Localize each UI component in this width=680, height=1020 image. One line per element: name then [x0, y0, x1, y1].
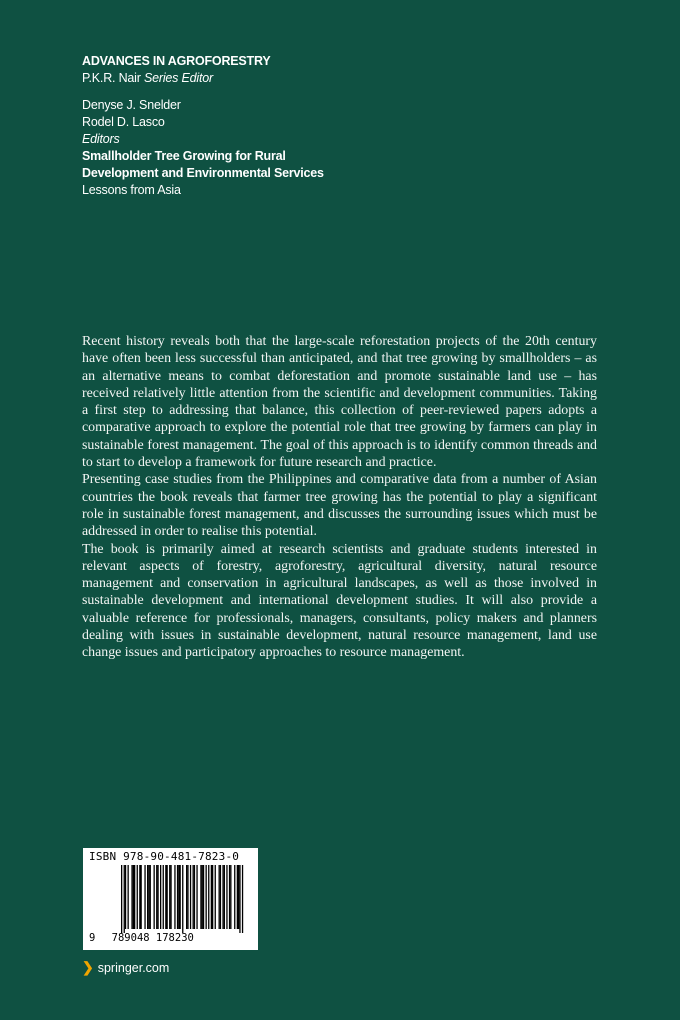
barcode-bar: [174, 865, 175, 929]
description-paragraph-2: Presenting case studies from the Philippines and comparative data from a number of Asian countries the book reveals that farmer tree growing has the potential to play a significant role in sustainable forest management, and discusses the surrounding issues which must be addressed in order to realise this potential.: [82, 472, 597, 540]
barcode-bar: [208, 865, 209, 929]
barcode-bar: [182, 865, 183, 933]
series-title: ADVANCES IN AGROFORESTRY: [82, 54, 271, 68]
barcode-bar: [224, 865, 225, 929]
barcode-bar: [222, 865, 223, 929]
barcode-bar: [121, 865, 122, 933]
barcode-bar: [148, 865, 149, 929]
barcode-bar: [215, 865, 216, 929]
publisher-website-link[interactable]: springer.com: [97, 960, 170, 975]
series-editor: [82, 70, 324, 87]
isbn-barcode: [83, 848, 258, 950]
barcode-bars-icon: [121, 865, 249, 933]
chevron-right-icon: ❯: [82, 959, 94, 975]
editors-label: Editors: [82, 132, 120, 146]
barcode-bar: [170, 865, 171, 929]
barcode-bar: [196, 865, 197, 929]
editor-name-1: Denyse J. Snelder: [82, 98, 181, 112]
isbn-label: ISBN 978-90-481-7823-0: [89, 850, 240, 863]
barcode-bar: [200, 865, 201, 929]
barcode-bar: [128, 865, 129, 929]
barcode-bar: [234, 865, 235, 929]
book-title-line-1: Smallholder Tree Growing for Rural: [82, 149, 286, 163]
book-description: [82, 333, 597, 662]
description-paragraph-1: Recent history reveals both that the large-scale reforestation projects of the 20th century have often been less successful than anticipated, and that tree growing by smallholders – as an alternative means to combat deforestation and promote sustainable land use – has received relatively little attention from the scientific and development communities. Taking a first step to addressing that balance, this collection of peer-reviewed papers adopts a comparative approach to explore the potential role that tree growing by farmers can play in sustainable forest management. The goal of this approach is to identify common threads and to start to develop a framework for future research and practice.: [82, 334, 597, 471]
barcode-bar: [193, 865, 194, 929]
barcode-bar: [180, 865, 181, 929]
barcode-bar: [237, 865, 238, 929]
barcode-bar: [202, 865, 203, 929]
barcode-bar: [144, 865, 145, 929]
barcode-bar: [178, 865, 179, 929]
barcode-digit-groups: 789048 178230: [111, 932, 194, 944]
editors-block: [82, 97, 324, 199]
barcode-bar: [157, 865, 158, 929]
barcode-bar: [147, 865, 148, 929]
barcode-bar: [187, 865, 188, 929]
editor-name-2: Rodel D. Lasco: [82, 115, 165, 129]
barcode-bar: [239, 865, 240, 933]
barcode-bar: [211, 865, 212, 929]
barcode-bar: [156, 865, 157, 929]
barcode-bar: [242, 865, 243, 933]
barcode-bar: [154, 865, 155, 929]
barcode-bar: [219, 865, 220, 929]
series-header: [82, 53, 324, 199]
barcode-bar: [206, 865, 207, 929]
barcode-bar: [137, 865, 138, 929]
barcode-bar: [139, 865, 140, 929]
barcode-bar: [165, 865, 166, 929]
barcode-bar: [229, 865, 230, 929]
barcode-digits: [89, 932, 194, 944]
barcode-bar: [226, 865, 227, 929]
barcode-bar: [230, 865, 231, 929]
barcode-bar: [150, 865, 151, 929]
book-subtitle: Lessons from Asia: [82, 183, 181, 197]
barcode-bar: [238, 865, 239, 929]
barcode-bar: [169, 865, 170, 929]
publisher-footer: [82, 959, 169, 976]
barcode-bar: [160, 865, 161, 929]
barcode-bar: [190, 865, 191, 929]
series-editor-role: Series Editor: [143, 71, 213, 85]
book-title-line-2: Development and Environmental Services: [82, 166, 324, 180]
barcode-bar: [220, 865, 221, 929]
barcode-bar: [133, 865, 134, 929]
barcode-bar: [131, 865, 132, 929]
series-editor-name: P.K.R. Nair: [82, 71, 141, 85]
description-paragraph-3: The book is primarily aimed at research scientists and graduate students interested in relevant aspects of forestry, agroforestry, agricultural diversity, natural resource management and conservation in agricultural landscapes, as well as those involved in sustainable development and international development studies. It will also provide a valuable reference for professionals, managers, consultants, policy makers and planners dealing with issues in sustainable development, natural resource management, land use change issues and participatory approaches to resource management.: [82, 541, 597, 661]
barcode-bar: [167, 865, 168, 929]
barcode-bar: [212, 865, 213, 929]
barcode-first-digit: 9: [89, 932, 96, 944]
barcode-bar: [141, 865, 142, 929]
barcode-bar: [124, 865, 125, 933]
barcode-bar: [203, 865, 204, 929]
barcode-bar: [177, 865, 178, 929]
barcode-bar: [125, 865, 126, 929]
barcode-bar: [194, 865, 195, 929]
barcode-bar: [134, 865, 135, 929]
barcode-bar: [163, 865, 164, 929]
barcode-bar: [186, 865, 187, 929]
